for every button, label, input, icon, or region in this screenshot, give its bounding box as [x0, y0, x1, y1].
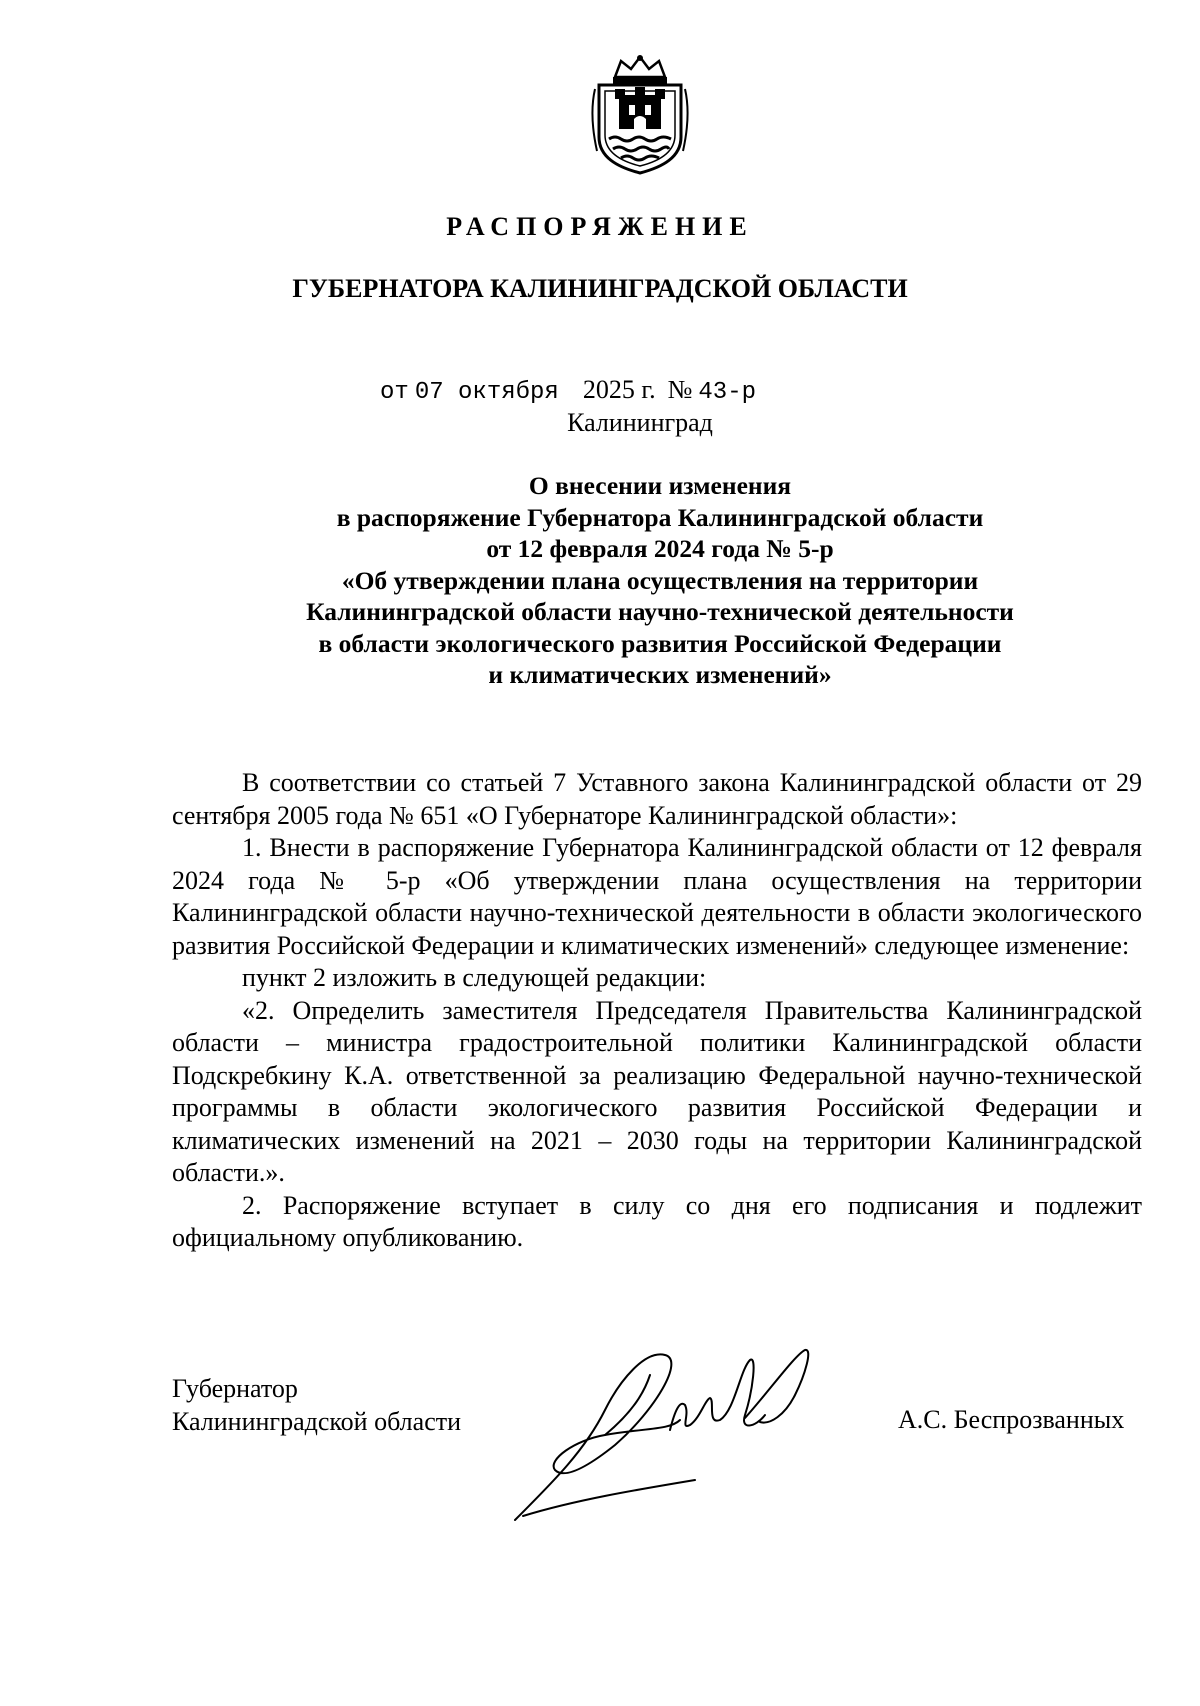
- position-line: Калининградской области: [172, 1406, 462, 1436]
- preamble-paragraph: В соответствии со статьей 7 Уставного закона Калининградской области от 29 сентября 2005 года № 651 «О Губернаторе Калининградской области»:: [172, 768, 1142, 830]
- document-number: 43-р: [698, 379, 756, 406]
- subject-line: О внесении изменения: [528, 471, 792, 500]
- subject-line: «Об утверждении плана осуществления на территории: [341, 565, 979, 595]
- registration-line: [380, 375, 756, 406]
- coat-of-arms-emblem-icon: [585, 55, 695, 175]
- date-prefix: от: [380, 379, 409, 406]
- subject-line: в распоряжение Губернатора Калининградской области: [336, 502, 984, 532]
- subject-line: в области экологического развития Российской Федерации: [318, 628, 1002, 658]
- position-line: Губернатор: [172, 1374, 298, 1403]
- subject-line: и климатических изменений»: [488, 660, 832, 689]
- subject-line: от 12 февраля 2024 года № 5-р: [486, 534, 834, 563]
- date-day-month: 07 октября: [414, 379, 559, 406]
- document-body: [172, 767, 1142, 1255]
- document-subject: [230, 470, 1090, 691]
- city-name: Калининград: [567, 408, 713, 437]
- number-sign: №: [667, 375, 693, 404]
- signatory-position: [172, 1373, 461, 1438]
- issuer-heading: ГУБЕРНАТОРА КАЛИНИНГРАДСКОЙ ОБЛАСТИ: [292, 274, 908, 303]
- item-2-paragraph: 2. Распоряжение вступает в силу со дня его подписания и подлежит официальному опубликованию.: [172, 1190, 1142, 1252]
- item-1-quoted-text: «2. Определить заместителя Председателя Правительства Калининградской области – министра градостроительной политики Калининградской области Подскребкину К.А. ответственной за реализацию Федеральной научно-технической программы в области экологического развития Российской Федерации и климатических изменений на 2021 – 2030 годы на территории Калининградской области.».: [172, 995, 1142, 1187]
- item-1-subparagraph: пункт 2 изложить в следующей редакции:: [242, 963, 707, 992]
- subject-line: Калининградской области научно-технической деятельности: [306, 597, 1014, 626]
- item-1-paragraph: 1. Внести в распоряжение Губернатора Калининградской области от 12 февраля 2024 года № 5-р «Об утверждении плана осуществления на территории Калининградской области научно-технической деятельности в области экологического развития Российской Федерации и климатических изменений» следующее изменение:: [172, 833, 1142, 960]
- date-year: 2025 г.: [582, 375, 656, 404]
- document-type-heading: РАСПОРЯЖЕНИЕ: [446, 212, 754, 241]
- signatory-name: А.С. Беспрозванных: [898, 1405, 1125, 1434]
- handwritten-signature-icon: [495, 1330, 835, 1530]
